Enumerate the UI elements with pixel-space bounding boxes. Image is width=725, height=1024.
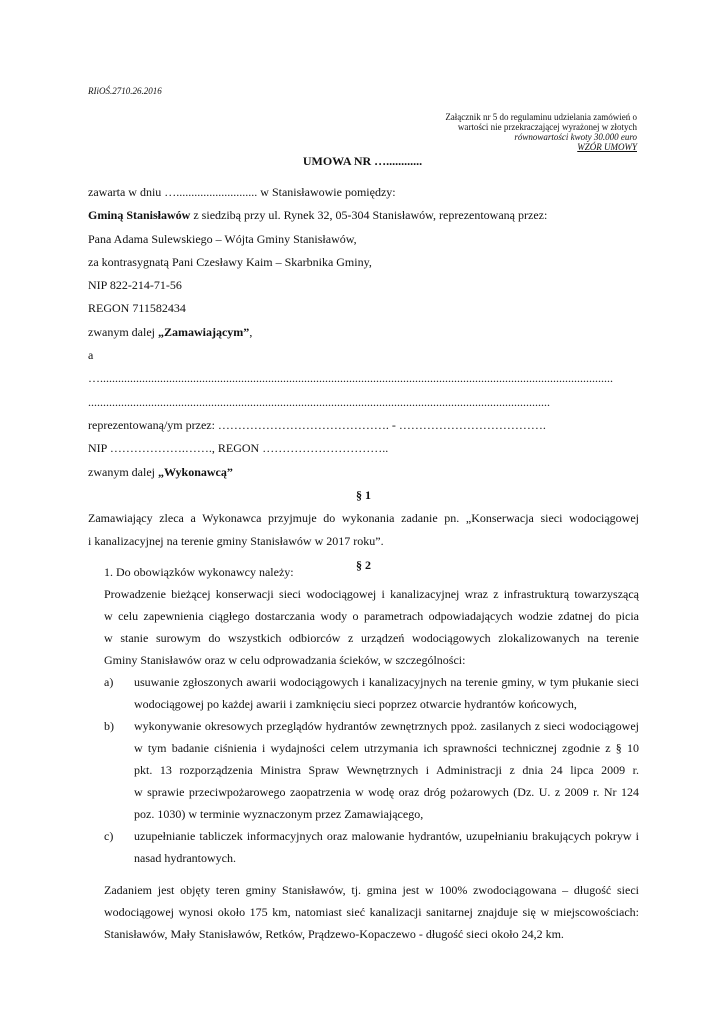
section-2-heading: § 2: [356, 557, 371, 572]
annex-line: wartości nie przekraczającej wyrażonej w złotych: [457, 122, 637, 132]
list-item-line: wodociągowej po każdej awarii i zamknięciu sieci poprzez otwarcie hydrantów końcowych,: [134, 697, 577, 711]
obligations-paragraph-line: Gminy Stanisławów oraz w celu odprowadzania ścieków, w szczególności:: [104, 653, 466, 667]
list-label: a): [104, 675, 114, 689]
scope-line: Zadaniem jest objęty teren gminy Stanisławów, tj. gmina jest w 100% zwodociągowana – długość sieci: [104, 883, 639, 897]
list-item-line: uzupełnianie tabliczek informacyjnych oraz malowanie hydrantów, uzupełnianiu brakujących pokryw i: [134, 829, 639, 843]
client-alias: „Zamawiającym”: [157, 324, 250, 339]
alias-prefix: zwanym dalej: [88, 464, 158, 479]
document-title: UMOWA NR …............: [302, 154, 423, 168]
nip-line: NIP 822-214-71-56: [88, 278, 182, 293]
list-item-c: [104, 825, 639, 869]
obligations-paragraph-line: w stanie surowym do wszystkich odbiorców z urządzeń wodociągowych zlokalizowanych na terenie: [104, 631, 639, 645]
annex-line: równowartości kwoty 30.000 euro: [514, 132, 637, 142]
scope-line: Stanisławów, Mały Stanisławów, Retków, Prądzewo-Kopaczewo - długość sieci około 24,2 km.: [104, 927, 564, 941]
reference-number: RIiOŚ.2710.26.2016: [88, 86, 162, 96]
contract-body: [88, 181, 639, 577]
regon-line: REGON 711582434: [88, 301, 186, 316]
contractor-alias-line: [88, 461, 639, 484]
section-1-line: Zamawiający zleca a Wykonawca przyjmuje do wykonania zadanie pn. „Konserwacja sieci wodociągowej: [88, 511, 639, 526]
obligations-paragraph-line: w celu zapewnienia ciągłego dostarczania wody o parametrach odpowiadających wodzie zdatnej do picia: [104, 609, 639, 623]
section-1-heading: § 1: [356, 487, 371, 502]
party-address: z siedzibą przy ul. Rynek 32, 05-304 Stanisławów, reprezentowaną przez:: [190, 208, 548, 223]
party-name: Gminą Stanisławów: [88, 208, 191, 223]
list-item-line: nasad hydrantowych.: [134, 851, 236, 865]
representative-line: Pana Adama Sulewskiego – Wójta Gminy Stanisławów,: [88, 231, 357, 246]
obligations-item-1: 1. Do obowiązków wykonawcy należy:: [104, 565, 294, 579]
annex-template-label: WZÓR UMOWY: [577, 142, 637, 152]
list-label: b): [104, 719, 114, 733]
contractor-representative-line: reprezentowaną/ym przez: ……………………………………. - ……………………………….: [88, 417, 546, 432]
section-2-body: [104, 561, 639, 945]
section-1-line: i kanalizacyjnej na terenie gminy Stanisławów w 2017 roku”.: [88, 534, 384, 549]
list-item-line: pkt. 13 rozporządzenia Ministra Spraw Wewnętrznych i Administracji z dnia 24 lipca 2009 r.: [134, 763, 639, 777]
list-item-line: w tym badanie ciśnienia i wydajności celem utrzymania ich sprawności technicznej zgodnie z § 10: [134, 741, 639, 755]
list-item-line: poz. 1030) w terminie wyznaczonym przez Zamawiającego,: [134, 807, 424, 821]
intro-line: zawarta w dniu …........................... w Stanisławowie pomiędzy:: [88, 185, 396, 199]
spacer: [104, 869, 639, 879]
conjunction-line: a: [88, 348, 94, 363]
party-line: [88, 204, 639, 227]
alias-prefix: zwanym dalej: [88, 324, 158, 339]
list-item-line: wykonywanie okresowych przeglądów hydrantów zewnętrznych ppoż. zasilanych z sieci wodociągowej: [134, 719, 639, 733]
annex-note: [377, 112, 637, 152]
contractor-alias: „Wykonawcą”: [157, 464, 233, 479]
contractor-ids-line: NIP ……………….……., REGON …………………………..: [88, 441, 389, 456]
list-label: c): [104, 829, 114, 843]
obligations-paragraph-line: Prowadzenie bieżącej konserwacji sieci wodociągowej i kanalizacyjnej wraz z infrastrukturą towarzyszącą: [104, 587, 639, 601]
contractor-blank-line: …...........................................................................................................................................................................: [88, 371, 613, 386]
list-item-line: w sprawie przeciwpożarowego zaopatrzenia w wodę oraz dróg pożarowych (Dz. U. z 2009 r. Nr 124: [134, 785, 639, 799]
client-alias-line: [88, 321, 639, 344]
alias-suffix: ,: [249, 324, 253, 339]
list-item-b: [104, 715, 639, 825]
list-item-line: usuwanie zgłoszonych awarii wodociągowych i kanalizacyjnych na terenie gminy, w tym płukanie sieci: [134, 675, 639, 689]
scope-line: wodociągowej wynosi około 175 km, natomiast sieć kanalizacji sanitarnej znajduje się w miejscowościach:: [104, 905, 639, 919]
list-item-a: [104, 671, 639, 715]
annex-line: Załącznik nr 5 do regulaminu udzielania zamówień o: [445, 112, 637, 122]
countersign-line: za kontrasygnatą Pani Czesławy Kaim – Skarbnika Gminy,: [88, 254, 372, 269]
contractor-blank-line: ..........................................................................................................................................................: [88, 394, 550, 409]
